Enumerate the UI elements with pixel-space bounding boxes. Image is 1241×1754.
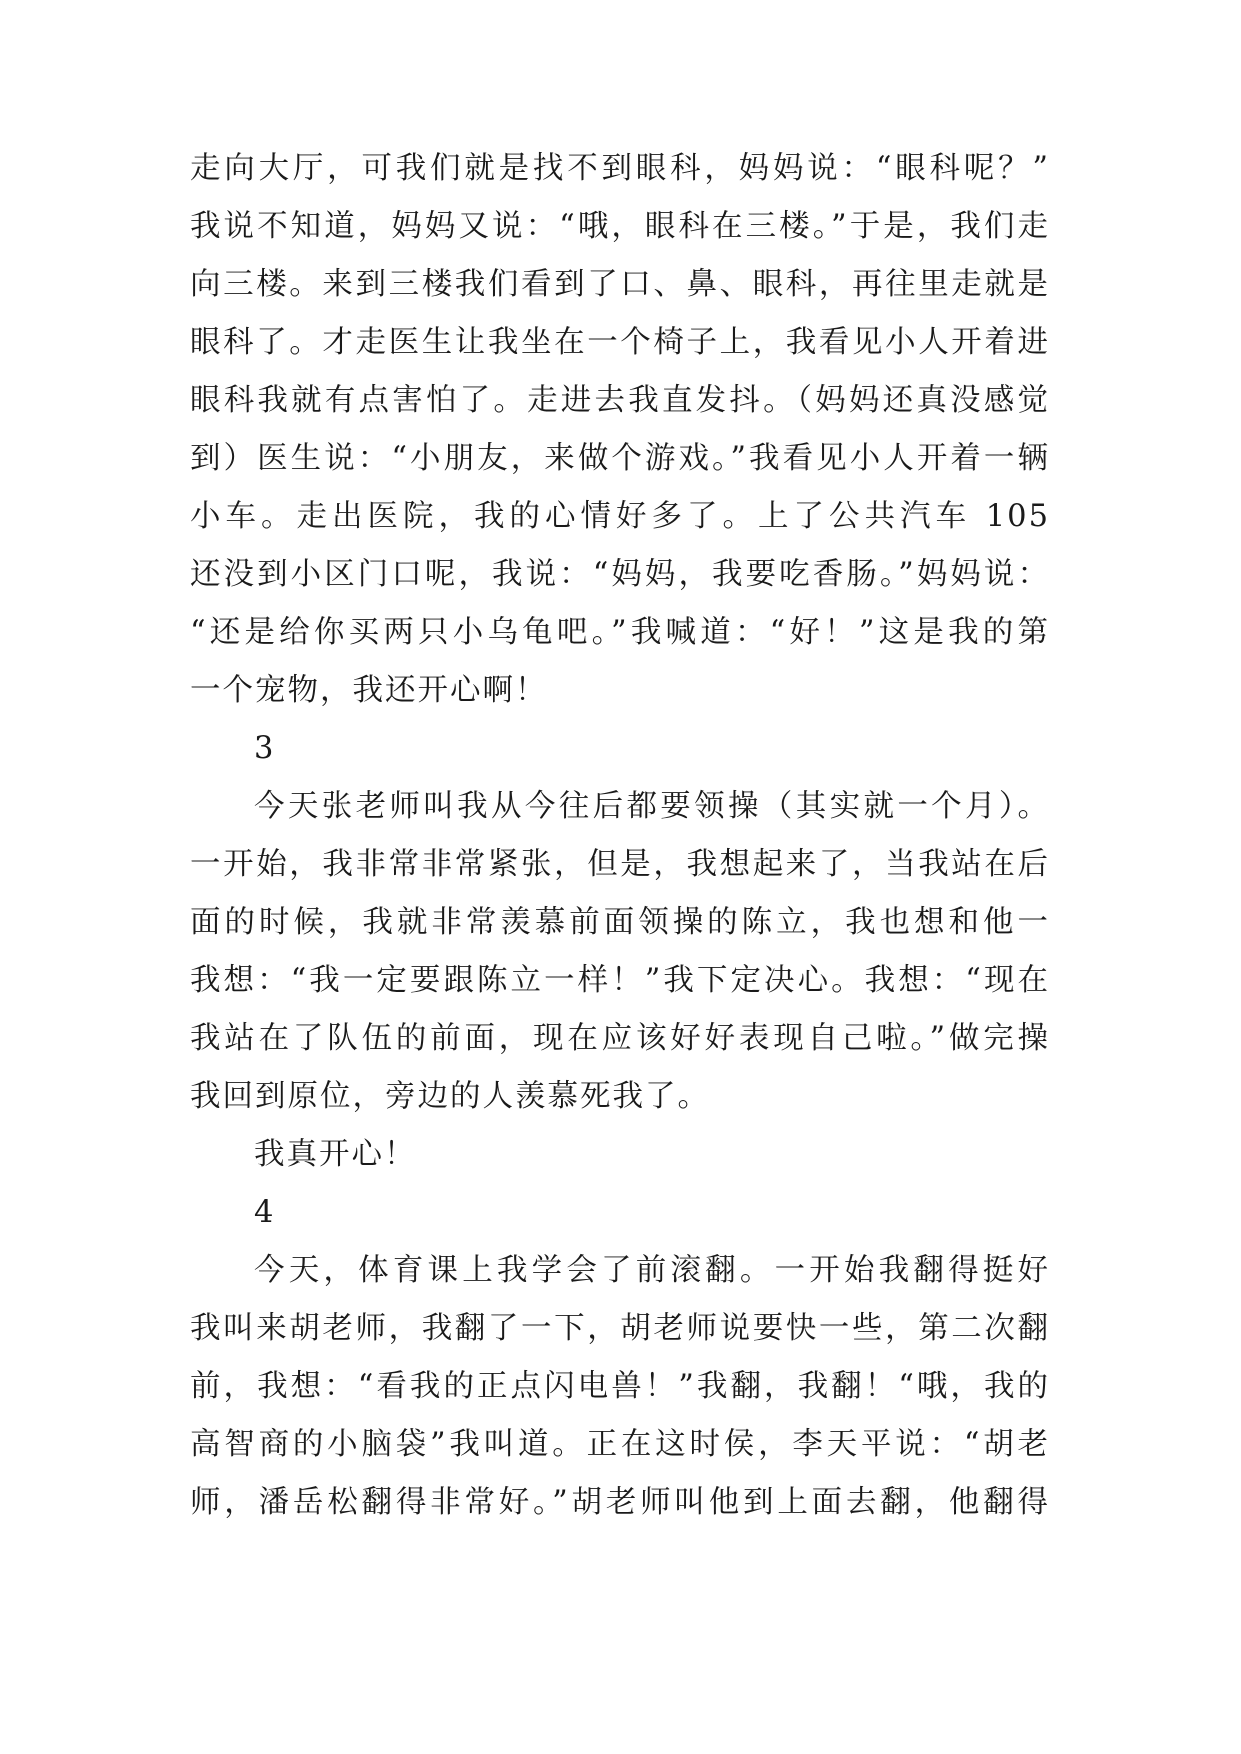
text-line: 走向大厅，可我们就是找不到眼科，妈妈说：“眼科呢？” <box>190 151 1050 186</box>
text-line: 我说不知道，妈妈又说：“哦，眼科在三楼。”于是，我们走 <box>190 209 1050 244</box>
text-line: 3 <box>254 731 276 766</box>
document-body <box>190 140 1050 1532</box>
text-line: 到）医生说：“小朋友，来做个游戏。”我看见小人开着一辆 <box>190 441 1050 476</box>
text-line: 还没到小区门口呢，我说：“妈妈，我要吃香肠。”妈妈说： <box>190 557 1050 592</box>
text-line: 4 <box>254 1195 276 1230</box>
text-line: 高智商的小脑袋”我叫道。正在这时侯，李天平说：“胡老 <box>190 1427 1050 1462</box>
text-line: 前，我想：“看我的正点闪电兽！”我翻，我翻！“哦，我的 <box>190 1369 1050 1404</box>
text-line: 一开始，我非常非常紧张，但是，我想起来了，当我站在后 <box>190 847 1050 882</box>
text-line: 一个宠物，我还开心啊！ <box>190 673 548 708</box>
text-line: 今天，体育课上我学会了前滚翻。一开始我翻得挺好 <box>254 1253 1050 1288</box>
text-line: 我叫来胡老师，我翻了一下，胡老师说要快一些，第二次翻 <box>190 1311 1050 1346</box>
text-line: 我站在了队伍的前面，现在应该好好表现自己啦。”做完操 <box>190 1021 1050 1056</box>
text-line: 我回到原位，旁边的人羡慕死我了。 <box>190 1079 710 1114</box>
text-line: 我真开心！ <box>254 1137 417 1172</box>
text-line: 我想：“我一定要跟陈立一样！”我下定决心。我想：“现在 <box>190 963 1050 998</box>
text-line: 向三楼。来到三楼我们看到了口、鼻、眼科，再往里走就是 <box>190 267 1050 302</box>
text-line: 眼科了。才走医生让我坐在一个椅子上，我看见小人开着进 <box>190 325 1050 360</box>
text-line: 面的时候，我就非常羡慕前面领操的陈立，我也想和他一 <box>190 905 1050 940</box>
text-line: 今天张老师叫我从今往后都要领操（其实就一个月）。 <box>254 789 1050 824</box>
text-line: 师，潘岳松翻得非常好。”胡老师叫他到上面去翻，他翻得 <box>190 1485 1050 1520</box>
text-line: 眼科我就有点害怕了。走进去我直发抖。（妈妈还真没感觉 <box>190 383 1050 418</box>
text-line: 小车。走出医院，我的心情好多了。上了公共汽车 105 <box>190 499 1050 534</box>
text-line: “还是给你买两只小乌龟吧。”我喊道：“好！”这是我的第 <box>190 615 1050 650</box>
